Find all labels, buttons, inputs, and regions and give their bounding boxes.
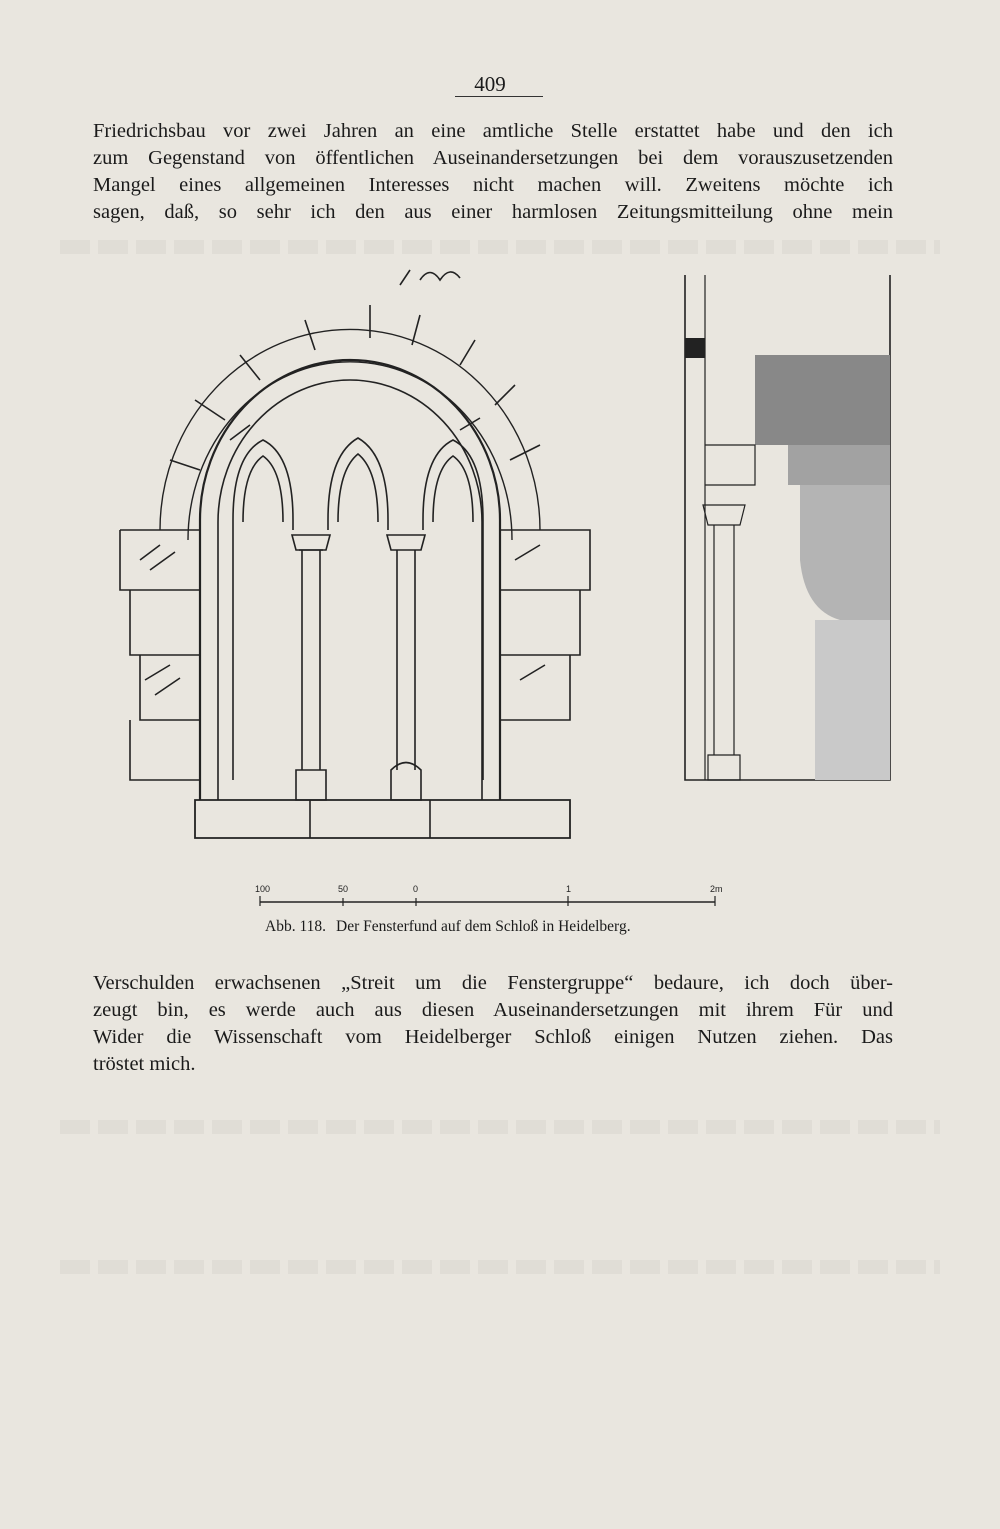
scale-label: 2m xyxy=(710,884,723,894)
show-through-text xyxy=(60,1260,940,1274)
text-line: Friedrichsbau vor zwei Jahren an eine amtliche Stelle erstattet habe und den ich xyxy=(93,120,893,142)
text-line: tröstet mich. xyxy=(93,1053,196,1075)
window-section xyxy=(685,275,890,780)
text-line: zeugt bin, es werde auch aus diesen Auseinandersetzungen mit ihrem Für und xyxy=(93,999,893,1021)
window-drawing-figure xyxy=(100,260,900,910)
figure-caption-text: Der Fensterfund auf dem Schloß in Heidelberg. xyxy=(336,918,631,935)
figure-number: Abb. 118. xyxy=(265,918,326,935)
show-through-text xyxy=(60,1120,940,1134)
text-line: sagen, daß, so sehr ich den aus einer harmlosen Zeitungsmitteilung ohne mein xyxy=(93,201,893,223)
window-elevation xyxy=(120,270,590,838)
page-number-rule xyxy=(455,96,543,97)
show-through-text xyxy=(60,240,940,254)
page-number: 409 xyxy=(474,72,506,96)
text-line: Mangel eines allgemeinen Interesses nicht machen will. Zweitens möchte ich xyxy=(93,174,893,196)
text-line: Verschulden erwachsenen „Streit um die Fenstergruppe“ bedaure, ich doch über- xyxy=(93,972,893,994)
scale-bar xyxy=(255,884,723,906)
scale-label: 100 xyxy=(255,884,271,894)
text-line: Wider die Wissenschaft vom Heidelberger Schloß einigen Nutzen ziehen. Das xyxy=(93,1026,893,1048)
scale-label: 0 xyxy=(413,884,419,894)
scale-label: 1 xyxy=(566,884,572,894)
text-line: zum Gegenstand von öffentlichen Auseinandersetzungen bei dem vorauszusetzenden xyxy=(93,147,893,169)
scale-label: 50 xyxy=(338,884,349,894)
figure-caption xyxy=(265,918,735,936)
